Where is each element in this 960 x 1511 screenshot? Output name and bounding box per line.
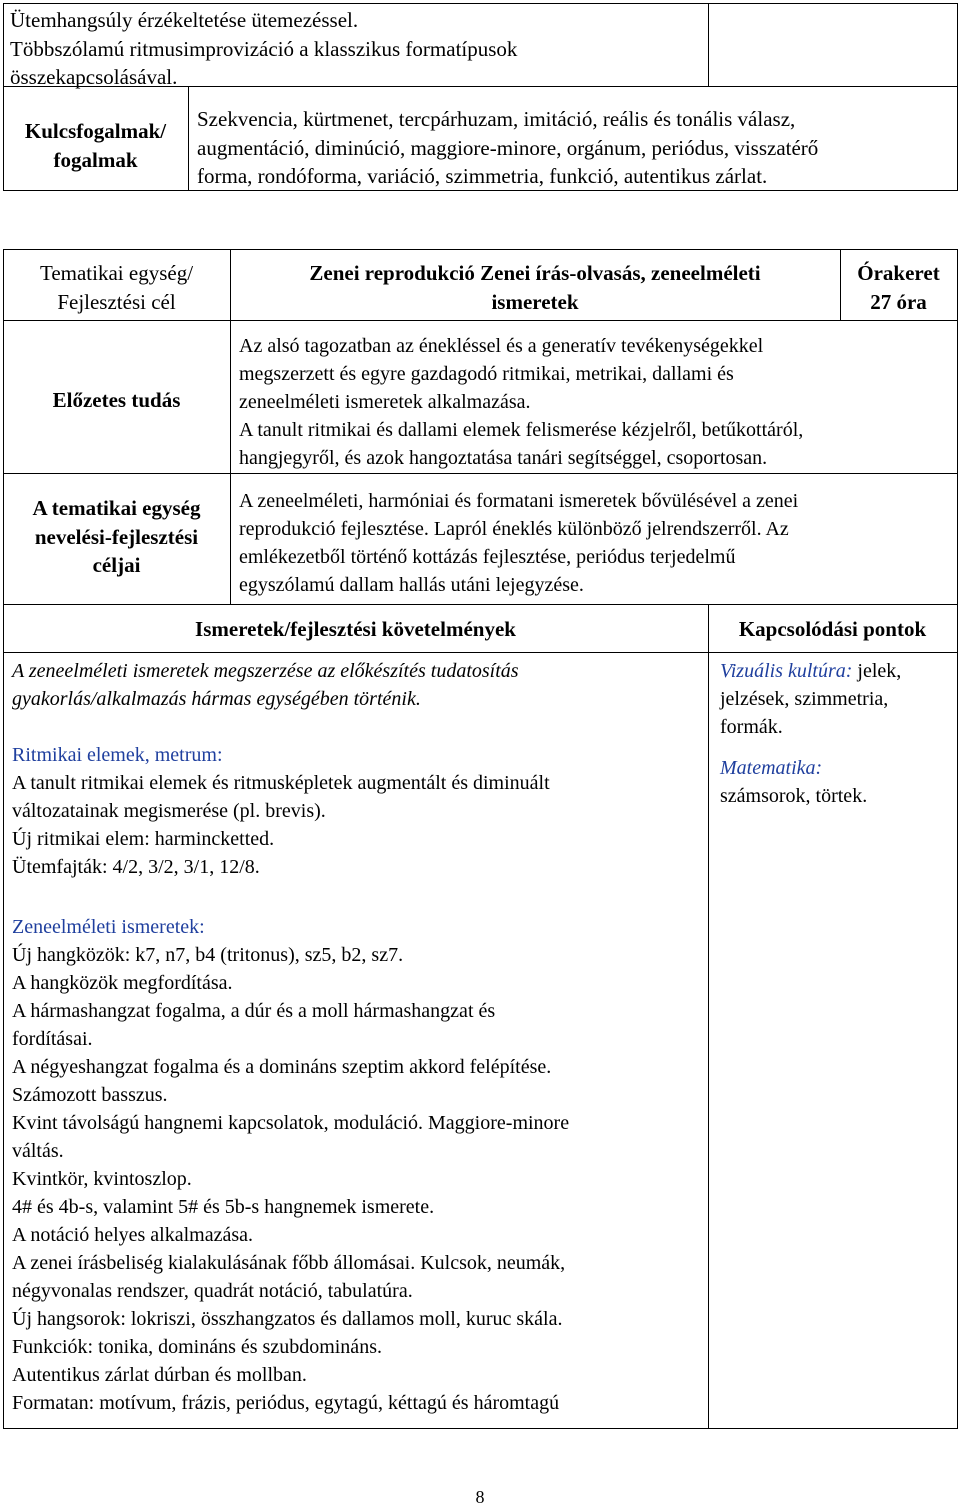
goals-line: A zeneelméleti, harmóniai és formatani ismeretek bővülésével a zenei [239,490,799,512]
goals-line: emlékezetből történő kottázás fejlesztése, periódus terjedelmű [239,546,736,568]
rhythm-section [12,741,550,881]
keywords-label-line: Kulcsfogalmak/ [24,119,167,143]
goals-line: egyszólamú dallam hallás utáni lejegyzése. [239,574,584,596]
rhythm-line: változatainak megismerése (pl. brevis). [12,800,326,822]
goals-label-line: nevelési-fejlesztési [34,524,199,549]
req-intro-line: gyakorlás/alkalmazás hármas egységében történik. [12,688,421,710]
links-header-text: Kapcsolódási pontok [738,617,927,641]
unit-label-line: Fejlesztési cél [57,289,176,314]
hours-box [840,259,957,316]
goals-label-line: A tematikai egység [32,496,201,520]
theory-line: A négyeshangzat fogalma és a domináns szeptim akkord felépítése. [12,1056,552,1078]
rhythm-title: Ritmikai elemek, metrum: [12,744,223,766]
goals-line: reprodukció fejlesztése. Lapról éneklés különböző jelrendszerről. Az [239,518,789,540]
intro-line: Többszólamú ritmusimprovizáció a klasszikus formatípusok [10,36,518,61]
keywords-label-line: fogalmak [53,147,138,172]
spacer [720,741,901,754]
unit-title [230,259,840,316]
theory-line: 4# és 4b-s, valamint 5# és 5b-s hangnemek ismerete. [12,1196,435,1218]
page-number [0,1486,960,1508]
prior-line: hangjegyről, és azok hangoztatása tanári segítséggel, csoportosan. [239,447,768,469]
prior-line: Az alsó tagozatban az énekléssel és a generatív tevékenységekkel [239,335,764,357]
hours-label: Órakeret [857,261,940,285]
keywords-line: Szekvencia, kürtmenet, tercpárhuzam, imitáció, reális és tonális válasz, [197,107,796,131]
unit-label-line: Tematikai egység/ [39,261,194,285]
links-body [720,657,901,810]
intro-text [10,6,517,92]
keywords-line: augmentáció, diminúció, maggiore-minore, orgánum, periódus, visszatérő [197,135,819,160]
intro-line: összekapcsolásával. [10,65,178,89]
keywords-label [3,117,188,174]
unit-label [3,259,230,316]
link-visual-arts-line: formák. [720,716,783,738]
prior-label [3,386,230,415]
theory-line: Autentikus zárlat dúrban és mollban. [12,1364,307,1386]
theory-line: négyvonalas rendszer, quadrát notáció, tabulatúra. [12,1280,413,1302]
theory-line: Kvintkör, kvintoszlop. [12,1168,192,1190]
unit-title-line: Zenei reprodukció Zenei írás-olvasás, zeneelméleti [309,261,761,285]
link-visual-arts-text: jelek, [852,660,902,682]
requirements-header [3,615,708,644]
theory-section [12,913,569,1417]
prior-text [239,332,803,472]
theory-line: Új hangsorok: lokriszi, összhangzatos és dallamos moll, kuruc skála. [12,1308,563,1330]
goals-label [3,494,230,580]
link-visual-arts-line: jelzések, szimmetria, [720,688,889,710]
rhythm-line: A tanult ritmikai elemek és ritmusképletek augmentált és diminuált [12,772,550,794]
rhythm-line: Ütemfajták: 4/2, 3/2, 3/1, 12/8. [12,856,260,878]
theory-line: Funkciók: tonika, domináns és szubdomináns. [12,1336,382,1358]
theory-title: Zeneelméleti ismeretek: [12,916,205,938]
req-intro-line: A zeneelméleti ismeretek megszerzése az előkészítés tudatosítás [12,660,519,682]
keywords-text [197,105,818,191]
links-header [708,615,957,644]
theory-line: A hangközök megfordítása. [12,972,233,994]
keywords-line: forma, rondóforma, variáció, szimmetria, funkció, autentikus zárlat. [197,164,768,188]
theory-line: Formatan: motívum, frázis, periódus, egytagú, kéttagú és háromtagú [12,1392,560,1414]
hours-value: 27 óra [870,289,927,314]
rhythm-line: Új ritmikai elem: harmincketted. [12,828,275,850]
theory-line: váltás. [12,1140,64,1162]
requirements-header-text: Ismeretek/fejlesztési követelmények [195,617,516,641]
theory-line: Számozott basszus. [12,1084,168,1106]
intro-line: Ütemhangsúly érzékeltetése ütemezéssel. [10,8,359,32]
link-visual-arts-title: Vizuális kultúra: [720,660,853,682]
theory-line: A hármashangzat fogalma, a dúr és a moll hármashangzat és [12,1000,496,1022]
prior-line: A tanult ritmikai és dallami elemek felismerése kézjelről, betűkottáról, [239,419,804,441]
requirements-body [12,657,519,713]
theory-line: fordításai. [12,1028,93,1050]
theory-line: A notáció helyes alkalmazása. [12,1224,254,1246]
theory-line: Kvint távolságú hangnemi kapcsolatok, moduláció. Maggiore-minore [12,1112,570,1134]
goals-text [239,487,798,599]
theory-line: A zenei írásbeliség kialakulásának főbb állomásai. Kulcsok, neumák, [12,1252,566,1274]
prior-line: zeneelméleti ismeretek alkalmazása. [239,391,531,413]
prior-line: megszerzett és egyre gazdagodó ritmikai, metrikai, dallami és [239,363,734,385]
link-visual-arts [720,657,901,685]
link-math-title: Matematika: [720,757,823,779]
link-math-text: számsorok, törtek. [720,785,868,807]
prior-label-text: Előzetes tudás [52,388,181,412]
theory-line: Új hangközök: k7, n7, b4 (tritonus), sz5, b2, sz7. [12,944,404,966]
unit-title-line: ismeretek [491,289,579,314]
page-number-text: 8 [475,1487,485,1507]
goals-label-line: céljai [92,553,141,577]
